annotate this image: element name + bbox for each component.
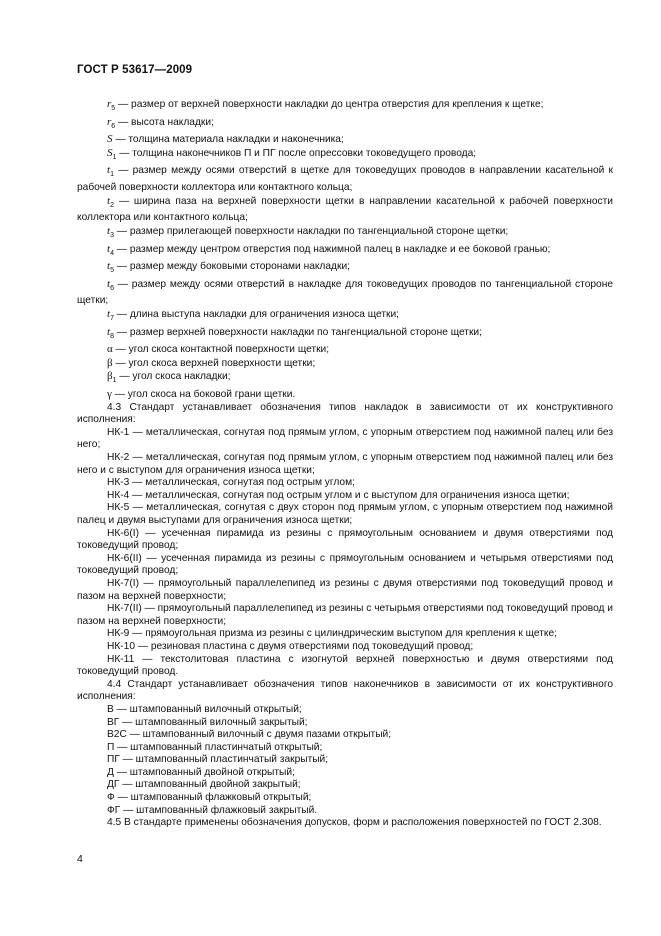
symbol-definition	[77, 370, 613, 388]
pad-type-item: НК-3 — металлическая, согнутая под острым углом;	[107, 477, 355, 489]
symbol-description: — толщина материала накладки и наконечника;	[112, 134, 344, 146]
symbol: t	[107, 224, 111, 237]
document-body	[77, 98, 613, 830]
symbol: t	[107, 277, 111, 290]
symbol-definition	[77, 225, 613, 243]
symbol-description: — угол скоса контактной поверхности щетки;	[112, 344, 330, 356]
pad-type-item: НК-11 — текстолитовая пластина с изогнутой верхней поверхностью и двумя отверстиями под токоведущий провод.	[77, 653, 613, 678]
symbol-definition	[77, 195, 613, 225]
pad-type-item: НК-2 — металлическая, согнутая под прямым углом, с упорным отверстием под нажимной палец или без него и с выступом для ограничения износа щетки;	[77, 452, 613, 476]
symbol: t	[107, 260, 111, 273]
symbol: S	[107, 146, 113, 159]
symbol: t	[107, 325, 111, 338]
symbol-description: — толщина наконечников П и ПГ после опрессовки токоведущего провода;	[116, 147, 477, 159]
symbol-definition	[77, 243, 613, 261]
tip-type-item: ДГ — штампованный двойной закрытый;	[107, 779, 301, 791]
symbol: r	[107, 115, 112, 128]
symbol-description: — размер от верхней поверхности накладки до центра отверстия для крепления к щетке;	[115, 99, 544, 110]
symbol-description: — ширина паза на верхней поверхности щетки в направлении касательной к рабочей поверхности коллектора или контактного кольца;	[77, 195, 613, 224]
pad-type-item: НК-4 — металлическая, согнутая под острым углом и с выступом для ограничения износа щетки;	[107, 489, 570, 501]
pad-type-item: НК-7(I) — прямоугольный параллелепипед из резины с двумя отверстиями под токоведущий провод и пазом на верхней поверхности;	[77, 577, 613, 602]
section-4-3: 4.3 Стандарт устанавливает обозначения типов накладок в зависимости от их конструктивного исполнения:	[77, 401, 613, 426]
symbol: β	[107, 370, 113, 383]
symbol-subscript: 1	[112, 377, 117, 385]
symbol-description: — размер между осями отверстий в щетке для токоведущих проводов в направлении касательной к рабочей поверхности коллектора или контактного кольца;	[77, 165, 613, 194]
page-number: 4	[77, 853, 83, 865]
symbol-definition	[77, 326, 613, 344]
symbol-subscript: 1	[110, 171, 114, 179]
tip-type-item: ПГ — штампованный пластинчатый закрытый;	[107, 754, 329, 766]
pad-type-item: НК-1 — металлическая, согнутая под прямым углом, с упорным отверстием под нажимной палец или без него;	[77, 426, 613, 451]
symbol: γ	[107, 388, 112, 401]
pad-type-item: НК-6(I) — усеченная пирамида из резины с прямоугольным основанием и двумя отверстиями под токоведущий провод;	[77, 527, 613, 552]
symbol-definition	[77, 357, 613, 371]
symbol: S	[107, 133, 113, 146]
symbol-description: — размер между осями отверстий в накладке для токоведущих проводов по тангенциальной стороне щетки;	[77, 278, 613, 307]
symbol-subscript: 1	[112, 153, 117, 161]
symbol-definition	[77, 278, 613, 308]
tip-type-item: ФГ — штампованный флажковый закрытый.	[107, 804, 318, 816]
tip-type-item: Ф — штампованный флажковый открытый;	[107, 792, 312, 804]
symbol-subscript: 2	[110, 201, 114, 209]
symbol-subscript: 3	[110, 231, 114, 239]
symbol: t	[107, 164, 111, 177]
symbol-definition	[77, 388, 613, 402]
symbol-definition	[77, 116, 613, 134]
symbol-definition	[77, 164, 613, 194]
symbol: β	[107, 356, 113, 369]
pad-type-item: НК-6(II) — усеченная пирамида из резины с прямоугольным основанием и четырьмя отверстиями под токоведущий провод;	[77, 552, 613, 577]
symbol-subscript: 6	[110, 284, 114, 292]
symbol-description: — высота накладки;	[115, 116, 214, 128]
tip-type-item: В — штампованный вилочный открытый;	[107, 703, 302, 715]
symbol: t	[107, 242, 111, 255]
symbol-definition	[77, 133, 613, 147]
symbol-description: — размер верхней поверхности накладки по тангенциальной стороне щетки;	[113, 326, 482, 338]
symbol-definition	[77, 98, 613, 116]
section-4-5: 4.5 В стандарте применены обозначения допусков, форм и расположения поверхностей по ГОСТ 2.308.	[107, 817, 602, 829]
symbol-description: — угол скоса на боковой грани щетки.	[111, 389, 296, 401]
symbol-subscript: 5	[111, 105, 116, 113]
symbol-description: — длина выступа накладки для ограничения износа щетки;	[113, 309, 400, 320]
symbol: r	[107, 98, 112, 110]
symbol-definition	[77, 147, 613, 165]
tip-type-item: В2С — штампованный вилочный с двумя пазами открытый;	[107, 729, 392, 741]
symbol-subscript: 7	[110, 315, 114, 323]
symbol-description: — размер прилегающей поверхности накладки по тангенциальной стороне щетки;	[113, 225, 509, 237]
tip-type-item: ВГ — штампованный вилочный закрытый;	[107, 716, 308, 728]
pad-type-item: НК-7(II) — прямоугольный параллелепипед из резины с четырьмя отверстиями под токоведущий провод и пазом на верхней поверхности;	[77, 603, 613, 627]
symbol-description: — размер между боковыми сторонами накладки;	[113, 261, 350, 273]
symbol: t	[107, 308, 111, 320]
symbol-subscript: 8	[110, 332, 114, 340]
tip-type-item: Д — штампованный двойной открытый;	[107, 766, 295, 778]
symbol-description: — угол скоса накладки;	[116, 371, 231, 383]
section-4-4: 4.4 Стандарт устанавливает обозначения типов наконечников в зависимости от их конструктивного исполнения:	[77, 678, 613, 703]
symbol-description: — угол скоса верхней поверхности щетки;	[112, 357, 316, 369]
pad-type-item: НК-9 — прямоугольная призма из резины с цилиндрическим выступом для крепления к щетке;	[107, 628, 557, 640]
symbol-definition	[77, 343, 613, 357]
pad-type-item: НК-5 — металлическая, согнутая с двух сторон под прямым углом, с упорным отверстием под нажимной палец и двумя выступами для ограничения износа щетки;	[77, 502, 613, 526]
symbol: t	[107, 194, 111, 207]
symbol-description: — размер между центром отверстия под нажимной палец в накладке и ее боковой гранью;	[113, 243, 551, 255]
tip-type-item: П — штампованный пластинчатый открытый;	[107, 741, 323, 753]
symbol: α	[107, 343, 113, 356]
symbol-definition	[77, 308, 613, 326]
symbol-subscript: 4	[110, 249, 114, 257]
pad-type-item: НК-10 — резиновая пластина с двумя отверстиями под токоведущий провод;	[107, 640, 474, 652]
symbol-subscript: 5	[110, 267, 114, 275]
document-header: ГОСТ Р 53617—2009	[77, 64, 193, 76]
symbol-definition	[77, 260, 613, 278]
symbol-subscript: 6	[111, 122, 116, 130]
